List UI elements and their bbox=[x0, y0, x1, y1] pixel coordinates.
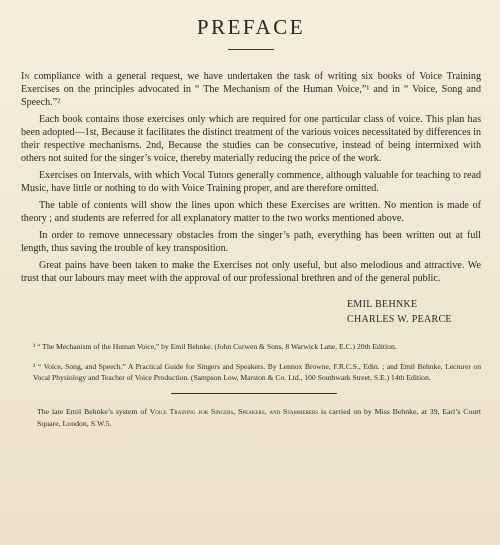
paragraph-1-text: compliance with a general request, we have undertaken the task of writing six books of Voice Training Exercises on the principles advocated in “ The Mechanism of the Human Voice,”¹ and in “ Voice, Song and Speech.”² bbox=[21, 71, 481, 108]
closing-after: is carried on by Miss Behnke, at 39, Earl’s Court Square, London, S.W.5. bbox=[37, 406, 482, 428]
title-divider bbox=[228, 49, 274, 50]
paragraph-6: Great pains have been taken to make the Exercises not only useful, but also melodious and attractive. We trust that our labours may meet with the approval of our professional brethren and of the general public. bbox=[21, 259, 481, 284]
signature-behnke: EMIL BEHNKE bbox=[347, 298, 418, 310]
closing-note bbox=[21, 406, 481, 430]
paragraph-1 bbox=[21, 71, 481, 110]
paragraph-3: Exercises on Intervals, with which Vocal Tutors generally commence, although valuable for teaching to read Music, have little or nothing to do with Voice Training proper, and are therefore omitted. bbox=[21, 169, 481, 194]
footnote-1: ¹ “ The Mechanism of the Human Voice,” by Emil Behnke. (John Curwen & Sons, 8 Warwick Lane, E.C.) 20th Edition. bbox=[33, 341, 397, 351]
signature-pearce: CHARLES W. PEARCE bbox=[347, 313, 452, 325]
paragraph-5: In order to remove unnecessary obstacles from the singer’s path, everything has been written out at full length, thus saving the trouble of key transposition. bbox=[21, 229, 481, 254]
footnote-divider bbox=[171, 393, 337, 394]
closing-before: The late Emil Behnke’s system of bbox=[37, 406, 150, 416]
preface-body bbox=[21, 71, 481, 286]
paragraph-4: The table of contents will show the lines upon which these Exercises are written. No mention is made of theory ; and students are referred for all explanatory matter to the two works mentioned above. bbox=[21, 199, 481, 224]
closing-smallcaps: Voice Training for Singers, Speakers, and Stammerers bbox=[149, 406, 319, 416]
footnote-2: ² “ Voice, Song, and Speech.” A Practical Guide for Singers and Speakers. By Lennox Browne, F.R.C.S., Edin. ; and Emil Behnke, Lecturer on Vocal Physiology and Teacher of Voice Production. (Sampson Low, Marston & Co. Ltd., 100 Southwark Street, S.E.) 14th Edition. bbox=[33, 361, 481, 382]
paragraph-1-lead: In bbox=[21, 71, 30, 82]
page-title: PREFACE bbox=[196, 15, 306, 39]
footnotes bbox=[21, 341, 481, 383]
paragraph-2: Each book contains those exercises only which are required for one particular class of voice. This plan has been adopted—1st, Because it facilitates the distinct treatment of the various voices necessitated by differences in their respective mechanisms. 2nd, Because the studies can be consecutive, instead of being intermixed with others not suited for the singer’s voice, thereby materially reducing the price of the work. bbox=[21, 113, 481, 164]
signature-block bbox=[21, 297, 481, 327]
